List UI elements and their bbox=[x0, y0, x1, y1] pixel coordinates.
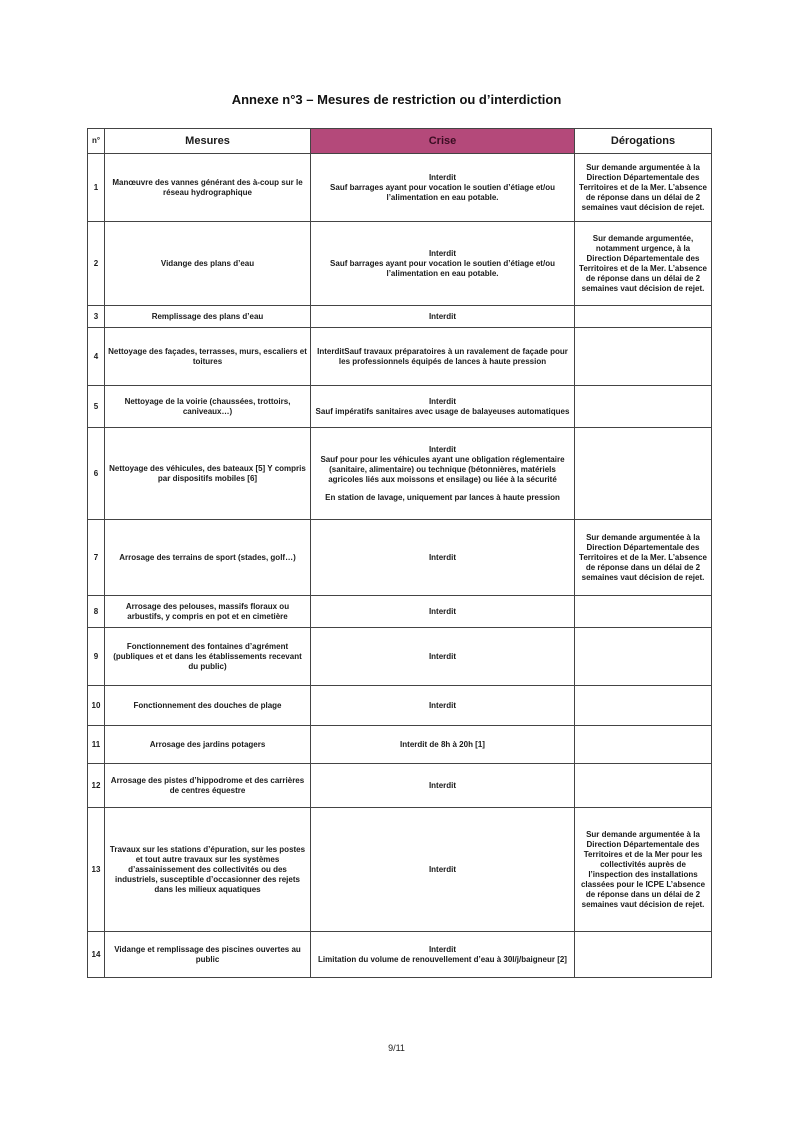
row-mesure: Nettoyage des véhicules, des bateaux [5] Y compris par dispositifs mobiles [6] bbox=[105, 428, 311, 520]
row-num: 1 bbox=[88, 154, 105, 222]
row-num: 13 bbox=[88, 808, 105, 932]
row-num: 4 bbox=[88, 328, 105, 386]
row-mesure: Remplissage des plans d’eau bbox=[105, 306, 311, 328]
table-row bbox=[88, 808, 712, 932]
row-num: 6 bbox=[88, 428, 105, 520]
row-mesure: Nettoyage des façades, terrasses, murs, escaliers et toitures bbox=[105, 328, 311, 386]
row-derogation bbox=[575, 428, 712, 520]
restrictions-table bbox=[87, 128, 712, 978]
row-derogation bbox=[575, 306, 712, 328]
row-derogation bbox=[575, 596, 712, 628]
row-derogation: Sur demande argumentée à la Direction Départementale des Territoires et de la Mer. L’absence de réponse dans un délai de 2 semaines vaut décision de rejet. bbox=[575, 154, 712, 222]
header-num: n° bbox=[88, 129, 105, 154]
row-crise bbox=[311, 932, 575, 978]
table-row bbox=[88, 764, 712, 808]
row-mesure: Arrosage des pistes d’hippodrome et des carrières de centres équestre bbox=[105, 764, 311, 808]
row-num: 11 bbox=[88, 726, 105, 764]
row-crise bbox=[311, 154, 575, 222]
table-row bbox=[88, 932, 712, 978]
row-num: 8 bbox=[88, 596, 105, 628]
row-mesure: Arrosage des pelouses, massifs floraux ou arbustifs, y compris en pot et en cimetière bbox=[105, 596, 311, 628]
crise-text: Interdit Sauf impératifs sanitaires avec usage de balayeuses automatiques bbox=[315, 396, 570, 416]
table-row bbox=[88, 328, 712, 386]
row-derogation: Sur demande argumentée à la Direction Départementale des Territoires et de la Mer pour les collectivités auprès de l’inspection des installations classées pour le ICPE L’absence de réponse dans un délai de 2 semaines vaut décision de rejet. bbox=[575, 808, 712, 932]
crise-text: Interdit Sauf pour pour les véhicules ayant une obligation réglementaire (sanitaire, alimentaire) ou technique (bétonnières, matériels agricoles liés aux moissons et ensilage) ou liée à la sécurité bbox=[320, 444, 565, 484]
row-mesure: Travaux sur les stations d’épuration, sur les postes et tout autre travaux sur les systèmes d’assainissement des collectivités ou des industriels, susceptible d’occasionner des rejets dans les milieux aquatiques bbox=[105, 808, 311, 932]
row-crise: Interdit de 8h à 20h [1] bbox=[311, 726, 575, 764]
row-crise bbox=[311, 386, 575, 428]
header-crise: Crise bbox=[311, 129, 575, 154]
row-mesure: Vidange et remplissage des piscines ouvertes au public bbox=[105, 932, 311, 978]
row-derogation bbox=[575, 932, 712, 978]
row-crise: Interdit bbox=[311, 686, 575, 726]
row-crise: Interdit bbox=[311, 628, 575, 686]
header-derogations: Dérogations bbox=[575, 129, 712, 154]
table-row bbox=[88, 726, 712, 764]
row-crise: InterditSauf travaux préparatoires à un ravalement de façade pour les professionnels équipés de lances à haute pression bbox=[311, 328, 575, 386]
row-derogation: Sur demande argumentée à la Direction Départementale des Territoires et de la Mer. L’absence de réponse dans un délai de 2 semaines vaut décision de rejet. bbox=[575, 520, 712, 596]
header-mesures: Mesures bbox=[105, 129, 311, 154]
row-derogation: Sur demande argumentée, notamment urgence, à la Direction Départementale des Territoires et de la Mer. L’absence de réponse dans un délai de 2 semaines vaut décision de rejet. bbox=[575, 222, 712, 306]
table-row bbox=[88, 428, 712, 520]
table-row bbox=[88, 386, 712, 428]
table-row bbox=[88, 222, 712, 306]
row-mesure: Nettoyage de la voirie (chaussées, trottoirs, caniveaux…) bbox=[105, 386, 311, 428]
table-row bbox=[88, 686, 712, 726]
row-num: 12 bbox=[88, 764, 105, 808]
row-num: 2 bbox=[88, 222, 105, 306]
table-row bbox=[88, 520, 712, 596]
row-mesure: Arrosage des terrains de sport (stades, golf…) bbox=[105, 520, 311, 596]
row-crise: Interdit bbox=[311, 520, 575, 596]
row-num: 14 bbox=[88, 932, 105, 978]
row-num: 10 bbox=[88, 686, 105, 726]
row-mesure: Fonctionnement des fontaines d’agrément (publiques et et dans les établissements recevant du public) bbox=[105, 628, 311, 686]
table-row bbox=[88, 154, 712, 222]
row-num: 9 bbox=[88, 628, 105, 686]
row-mesure: Fonctionnement des douches de plage bbox=[105, 686, 311, 726]
table-header-row bbox=[88, 129, 712, 154]
table-row bbox=[88, 596, 712, 628]
crise-text: Interdit Limitation du volume de renouvellement d’eau à 30l/j/baigneur [2] bbox=[318, 944, 567, 964]
row-derogation bbox=[575, 686, 712, 726]
page-title: Annexe n°3 – Mesures de restriction ou d’interdiction bbox=[231, 92, 562, 107]
row-num: 3 bbox=[88, 306, 105, 328]
row-num: 5 bbox=[88, 386, 105, 428]
row-derogation bbox=[575, 328, 712, 386]
page-number: 9/11 bbox=[388, 1043, 405, 1053]
crise-text: Interdit Sauf barrages ayant pour vocation le soutien d’étiage et/ou l’alimentation en eau potable. bbox=[330, 248, 555, 278]
table-row bbox=[88, 628, 712, 686]
row-derogation bbox=[575, 386, 712, 428]
row-crise: Interdit bbox=[311, 764, 575, 808]
row-crise bbox=[311, 428, 575, 520]
crise-extra-text: En station de lavage, uniquement par lances à haute pression bbox=[325, 492, 560, 502]
row-mesure: Arrosage des jardins potagers bbox=[105, 726, 311, 764]
row-mesure: Manœuvre des vannes générant des à-coup sur le réseau hydrographique bbox=[105, 154, 311, 222]
row-derogation bbox=[575, 726, 712, 764]
table-row bbox=[88, 306, 712, 328]
crise-text: Interdit Sauf barrages ayant pour vocation le soutien d’étiage et/ou l’alimentation en eau potable. bbox=[330, 172, 555, 202]
row-crise: Interdit bbox=[311, 596, 575, 628]
row-crise: Interdit bbox=[311, 808, 575, 932]
row-num: 7 bbox=[88, 520, 105, 596]
row-mesure: Vidange des plans d’eau bbox=[105, 222, 311, 306]
row-derogation bbox=[575, 764, 712, 808]
row-crise: Interdit bbox=[311, 306, 575, 328]
row-crise bbox=[311, 222, 575, 306]
row-derogation bbox=[575, 628, 712, 686]
